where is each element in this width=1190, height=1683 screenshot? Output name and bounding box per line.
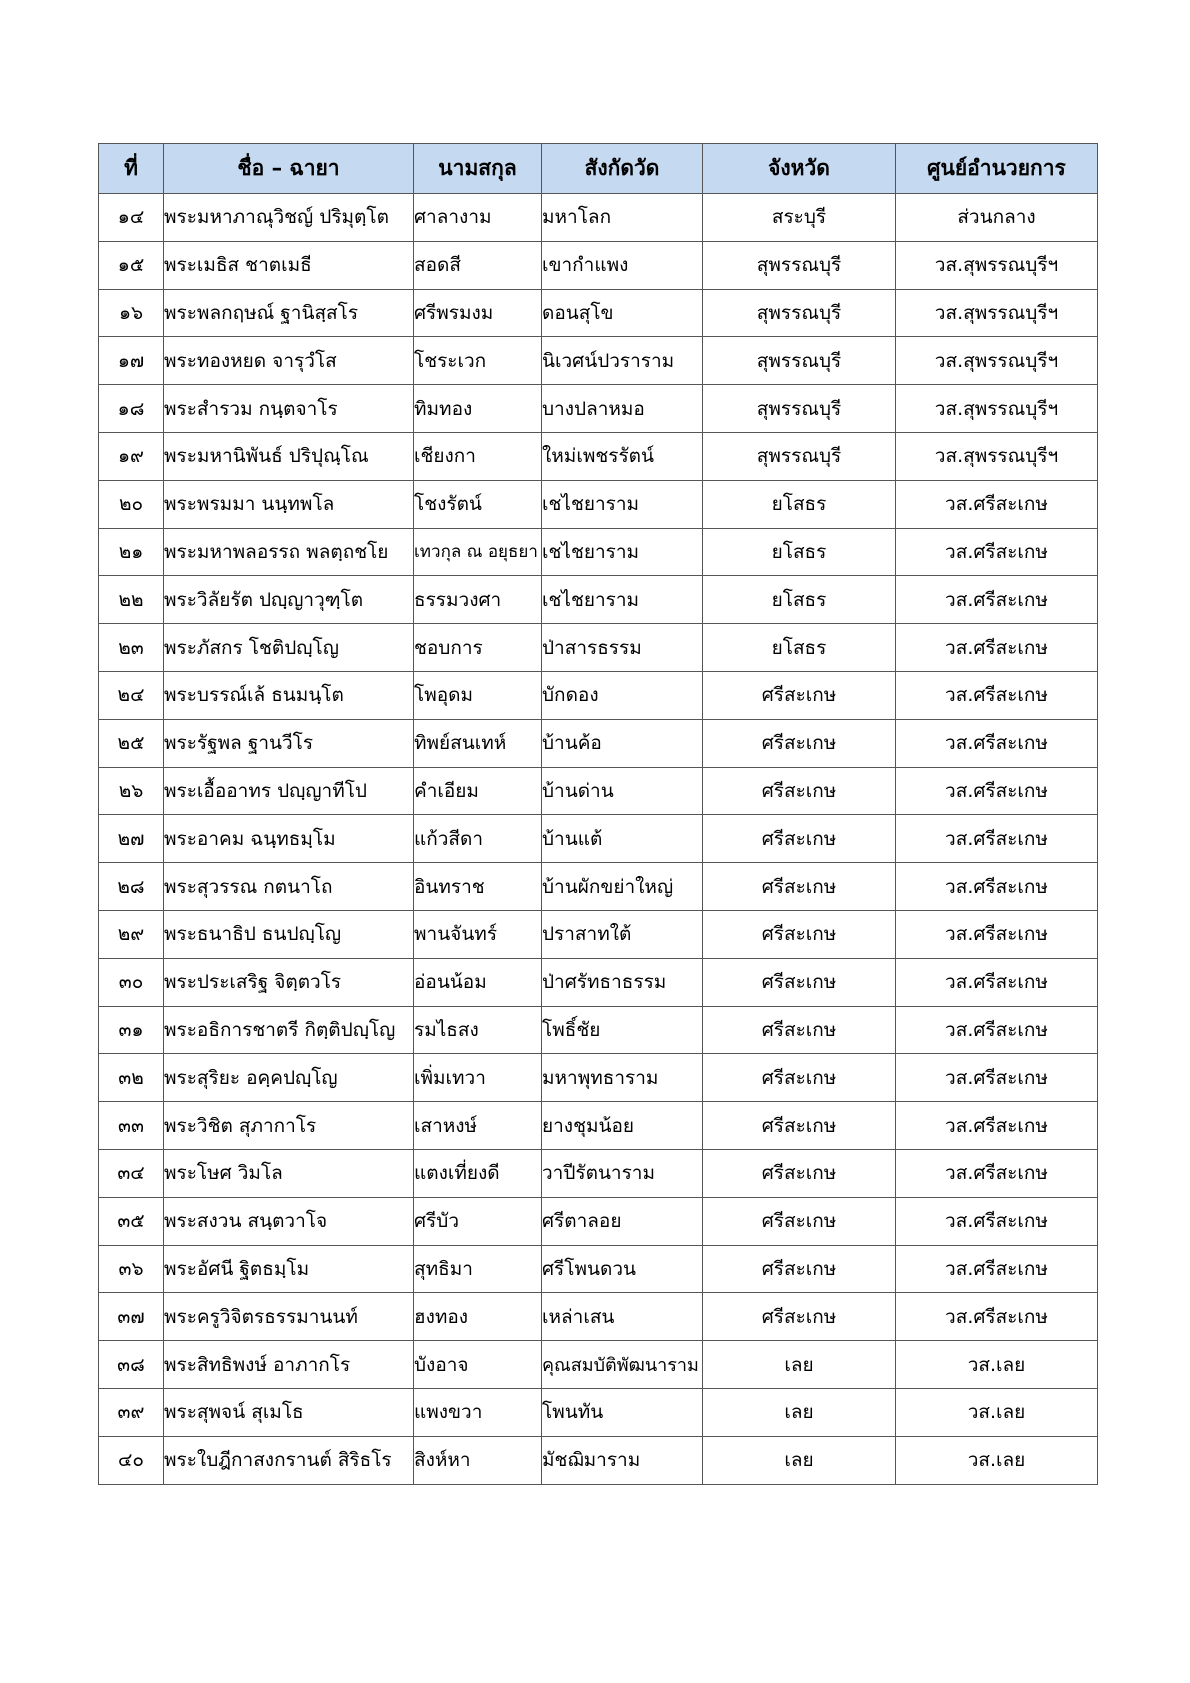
monk-surname: รมไธสง [414,1006,542,1054]
monk-surname: อินทราช [414,863,542,911]
temple-name: ศรีโพนดวน [542,1245,703,1293]
admin-center: วส.ศรีสะเกษ [896,958,1098,1006]
header-surname: นามสกุล [414,144,542,194]
admin-center: วส.ศรีสะเกษ [896,671,1098,719]
province-name: ยโสธร [703,576,896,624]
row-number: ๒๓ [99,624,164,672]
monk-surname: สิงห์หา [414,1436,542,1484]
province-name: สุพรรณบุรี [703,289,896,337]
monk-name: พระมหาภาณุวิชญ์ ปริมุตฺโต [164,194,414,242]
row-number: ๒๕ [99,719,164,767]
admin-center: วส.ศรีสะเกษ [896,480,1098,528]
table-row [99,863,1098,911]
monk-surname: สอดสี [414,241,542,289]
admin-center: วส.ศรีสะเกษ [896,1293,1098,1341]
province-name: ศรีสะเกษ [703,1006,896,1054]
admin-center: วส.ศรีสะเกษ [896,1245,1098,1293]
monk-surname: ทิมทอง [414,385,542,433]
monk-surname: โชงรัตน์ [414,480,542,528]
monk-name: พระมหานิพันธ์ ปริปุณฺโณ [164,432,414,480]
monk-name: พระภัสกร โชติปญฺโญ [164,624,414,672]
temple-name: เชไชยาราม [542,480,703,528]
table-row [99,624,1098,672]
admin-center: วส.เลย [896,1388,1098,1436]
monk-surname: บังอาจ [414,1341,542,1389]
row-number: ๒๗ [99,815,164,863]
monk-name: พระครูวิจิตรธรรมานนท์ [164,1293,414,1341]
temple-name: มัชฌิมาราม [542,1436,703,1484]
monk-surname: พานจันทร์ [414,910,542,958]
province-name: ศรีสะเกษ [703,1197,896,1245]
monk-name: พระสุวรรณ กตนาโถ [164,863,414,911]
table-row [99,1436,1098,1484]
admin-center: วส.ศรีสะเกษ [896,1197,1098,1245]
monk-name: พระโษศ วิมโล [164,1149,414,1197]
monk-surname: ศรีพรมงม [414,289,542,337]
temple-name: เหล่าเสน [542,1293,703,1341]
temple-name: ดอนสุโข [542,289,703,337]
monk-name: พระสิทธิพงษ์ อาภากโร [164,1341,414,1389]
province-name: ศรีสะเกษ [703,815,896,863]
admin-center: ส่วนกลาง [896,194,1098,242]
table-row [99,337,1098,385]
table-row [99,480,1098,528]
monk-name: พระเอื้ออาทร ปญฺญาทีโป [164,767,414,815]
row-number: ๓๕ [99,1197,164,1245]
province-name: ศรีสะเกษ [703,958,896,1006]
admin-center: วส.ศรีสะเกษ [896,528,1098,576]
admin-center: วส.ศรีสะเกษ [896,815,1098,863]
monk-surname: ศรีบัว [414,1197,542,1245]
admin-center: วส.ศรีสะเกษ [896,576,1098,624]
admin-center: วส.สุพรรณบุรีฯ [896,241,1098,289]
province-name: ศรีสะเกษ [703,719,896,767]
province-name: ศรีสะเกษ [703,1245,896,1293]
province-name: ศรีสะเกษ [703,910,896,958]
temple-name: ป่าศรัทธาธรรม [542,958,703,1006]
table-row [99,1054,1098,1102]
header-row [99,144,1098,194]
admin-center: วส.สุพรรณบุรีฯ [896,289,1098,337]
temple-name: เขากำแพง [542,241,703,289]
province-name: ศรีสะเกษ [703,1054,896,1102]
monk-surname: ศาลางาม [414,194,542,242]
admin-center: วส.ศรีสะเกษ [896,1054,1098,1102]
monk-name: พระอาคม ฉนฺทธมฺโม [164,815,414,863]
table-row [99,958,1098,1006]
monk-surname: เชียงกา [414,432,542,480]
monk-name: พระวิชิต สุภากาโร [164,1102,414,1150]
admin-center: วส.เลย [896,1341,1098,1389]
admin-center: วส.สุพรรณบุรีฯ [896,337,1098,385]
admin-center: วส.ศรีสะเกษ [896,910,1098,958]
table-row [99,241,1098,289]
table-row [99,1197,1098,1245]
monk-name: พระทองหยด จารุวํโส [164,337,414,385]
monk-name: พระสงวน สนฺตวาโจ [164,1197,414,1245]
header-temple: สังกัดวัด [542,144,703,194]
row-number: ๓๔ [99,1149,164,1197]
row-number: ๒๐ [99,480,164,528]
monk-name: พระใบฎีกาสงกรานต์ สิริธโร [164,1436,414,1484]
temple-name: บางปลาหมอ [542,385,703,433]
header-center: ศูนย์อำนวยการ [896,144,1098,194]
monk-surname: โชระเวก [414,337,542,385]
admin-center: วส.ศรีสะเกษ [896,1149,1098,1197]
temple-name: บ้านด่าน [542,767,703,815]
province-name: สระบุรี [703,194,896,242]
monk-name: พระสุพจน์ สุเมโธ [164,1388,414,1436]
temple-name: บ้านผักขย่าใหญ่ [542,863,703,911]
header-name: ชื่อ – ฉายา [164,144,414,194]
temple-name: โพธิ์ชัย [542,1006,703,1054]
table-row [99,719,1098,767]
table-header [99,144,1098,194]
row-number: ๓๑ [99,1006,164,1054]
province-name: ศรีสะเกษ [703,1149,896,1197]
monk-surname: สุทธิมา [414,1245,542,1293]
admin-center: วส.เลย [896,1436,1098,1484]
row-number: ๓๗ [99,1293,164,1341]
row-number: ๑๗ [99,337,164,385]
province-name: ยโสธร [703,528,896,576]
monk-surname: ชอบการ [414,624,542,672]
province-name: เลย [703,1341,896,1389]
row-number: ๒๒ [99,576,164,624]
monk-name: พระธนาธิป ธนปญฺโญ [164,910,414,958]
province-name: สุพรรณบุรี [703,337,896,385]
row-number: ๒๘ [99,863,164,911]
table-row [99,671,1098,719]
table-row [99,767,1098,815]
row-number: ๑๖ [99,289,164,337]
monk-name: พระเมธิส ชาตเมธี [164,241,414,289]
temple-name: ป่าสารธรรม [542,624,703,672]
row-number: ๔๐ [99,1436,164,1484]
monk-surname: แพงขวา [414,1388,542,1436]
row-number: ๑๙ [99,432,164,480]
table-row [99,528,1098,576]
row-number: ๒๖ [99,767,164,815]
monk-surname: แก้วสีดา [414,815,542,863]
table-row [99,1341,1098,1389]
row-number: ๓๐ [99,958,164,1006]
temple-name: นิเวศน์ปวราราม [542,337,703,385]
temple-name: เชไชยาราม [542,576,703,624]
temple-name: ยางชุมน้อย [542,1102,703,1150]
monk-name: พระสำรวม กนฺตจาโร [164,385,414,433]
monk-name: พระมหาพลอรรถ พลตฺถชโย [164,528,414,576]
table-row [99,1102,1098,1150]
table-row [99,432,1098,480]
table-row [99,1293,1098,1341]
table-row [99,576,1098,624]
monk-roster-table [98,143,1098,1485]
monk-surname: ฮงทอง [414,1293,542,1341]
temple-name: บ้านแต้ [542,815,703,863]
table-body [99,194,1098,1485]
table-row [99,910,1098,958]
monk-surname: เพิ่มเทวา [414,1054,542,1102]
temple-name: เชไชยาราม [542,528,703,576]
temple-name: วาปีรัตนาราม [542,1149,703,1197]
province-name: เลย [703,1388,896,1436]
monk-surname: แตงเที่ยงดี [414,1149,542,1197]
temple-name: บักดอง [542,671,703,719]
monk-surname: ธรรมวงศา [414,576,542,624]
monk-surname: โพอุดม [414,671,542,719]
province-name: ศรีสะเกษ [703,767,896,815]
row-number: ๓๖ [99,1245,164,1293]
table-row [99,1006,1098,1054]
monk-surname: คำเอียม [414,767,542,815]
province-name: สุพรรณบุรี [703,241,896,289]
table-row [99,1149,1098,1197]
table-row [99,194,1098,242]
province-name: ศรีสะเกษ [703,1102,896,1150]
monk-surname: เสาหงษ์ [414,1102,542,1150]
province-name: ยโสธร [703,480,896,528]
temple-name: มหาพุทธาราม [542,1054,703,1102]
admin-center: วส.ศรีสะเกษ [896,1102,1098,1150]
admin-center: วส.ศรีสะเกษ [896,719,1098,767]
monk-surname: ทิพย์สนเทห์ [414,719,542,767]
table-row [99,1388,1098,1436]
admin-center: วส.สุพรรณบุรีฯ [896,432,1098,480]
monk-name: พระอัศนี ฐิตธมฺโม [164,1245,414,1293]
row-number: ๓๓ [99,1102,164,1150]
monk-name: พระอธิการชาตรี กิตฺติปญฺโญ [164,1006,414,1054]
row-number: ๒๑ [99,528,164,576]
monk-name: พระพรมมา นนฺทพโล [164,480,414,528]
monk-surname: เทวกุล ณ อยุธยา [414,528,542,576]
temple-name: บ้านค้อ [542,719,703,767]
monk-name: พระวิลัยรัต ปญฺญาวุฑฺโต [164,576,414,624]
province-name: เลย [703,1436,896,1484]
province-name: ศรีสะเกษ [703,671,896,719]
province-name: ยโสธร [703,624,896,672]
monk-name: พระพลกฤษณ์ ฐานิสฺสโร [164,289,414,337]
admin-center: วส.ศรีสะเกษ [896,1006,1098,1054]
table-row [99,385,1098,433]
temple-name: ใหม่เพชรรัตน์ [542,432,703,480]
header-no: ที่ [99,144,164,194]
table-row [99,815,1098,863]
temple-name: มหาโลก [542,194,703,242]
temple-name: ศรีตาลอย [542,1197,703,1245]
row-number: ๑๔ [99,194,164,242]
province-name: ศรีสะเกษ [703,1293,896,1341]
row-number: ๒๔ [99,671,164,719]
row-number: ๓๙ [99,1388,164,1436]
province-name: สุพรรณบุรี [703,432,896,480]
temple-name: โพนทัน [542,1388,703,1436]
admin-center: วส.ศรีสะเกษ [896,767,1098,815]
table-row [99,1245,1098,1293]
temple-name: คุณสมบัติพัฒนาราม [542,1341,703,1389]
monk-name: พระรัฐพล ฐานวีโร [164,719,414,767]
header-province: จังหวัด [703,144,896,194]
admin-center: วส.ศรีสะเกษ [896,863,1098,911]
row-number: ๓๘ [99,1341,164,1389]
admin-center: วส.ศรีสะเกษ [896,624,1098,672]
monk-name: พระสุริยะ อคฺคปญฺโญ [164,1054,414,1102]
row-number: ๑๕ [99,241,164,289]
row-number: ๑๘ [99,385,164,433]
row-number: ๒๙ [99,910,164,958]
province-name: สุพรรณบุรี [703,385,896,433]
temple-name: ปราสาทใต้ [542,910,703,958]
monk-name: พระบรรณ์เล้ ธนมนฺโต [164,671,414,719]
row-number: ๓๒ [99,1054,164,1102]
monk-surname: อ่อนน้อม [414,958,542,1006]
admin-center: วส.สุพรรณบุรีฯ [896,385,1098,433]
table-row [99,289,1098,337]
monk-name: พระประเสริฐ จิตฺตวโร [164,958,414,1006]
province-name: ศรีสะเกษ [703,863,896,911]
